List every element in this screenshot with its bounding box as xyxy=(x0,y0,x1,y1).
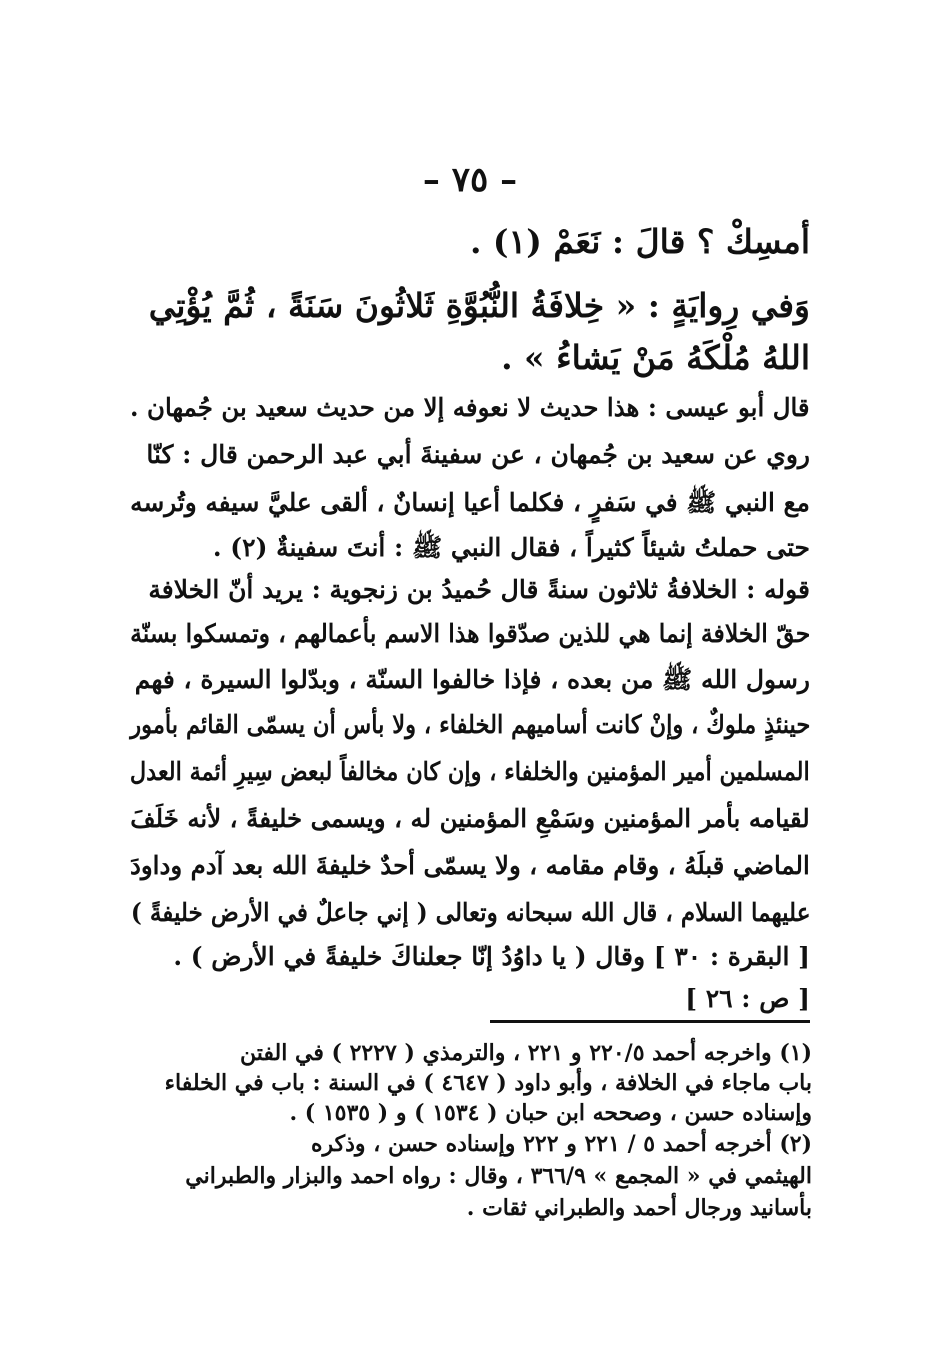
hadith-line: اللهُ مُلْكَهُ مَنْ يَشاءُ » . xyxy=(501,338,810,377)
body-line: [ ص : ٢٦ ] xyxy=(685,984,810,1013)
body-line: عليهما السلام ، قال الله سبحانه وتعالى ( إني جاعلٌ في الأرض خليفةً ) xyxy=(130,898,810,927)
body-line: حقّ الخلافة إنما هي للذين صدّقوا هذا الاسم بأعمالهم ، وتمسكوا بسنّة xyxy=(129,619,810,648)
page-number: – ٧٥ – xyxy=(422,160,518,200)
body-line: رسول الله ﷺ من بعده ، فإذا خالفوا السنّة ، وبدّلوا السيرة ، فهم xyxy=(134,665,810,694)
body-line: المسلمين أمير المؤمنين والخلفاء ، وإن كان مخالفاً لبعض سِيرِ أئمة العدل xyxy=(130,757,810,786)
body-line: حتى حملتُ شيئاً كثيراً ، فقال النبي ﷺ : أنتَ سفينةٌ (٢) . xyxy=(212,533,810,562)
footnote-line: وإسناده حسن ، وصححه ابن حبان ( ١٥٣٤ ) و ( ١٥٣٥ ) . xyxy=(289,1100,812,1126)
body-line: روي عن سعيد بن جُمهان ، عن سفينةَ أبي عبد الرحمن قال : كنّا xyxy=(146,440,810,469)
footnote-separator xyxy=(490,1020,810,1023)
footnote-line: باب ماجاء في الخلافة ، وأبو داود ( ٤٦٤٧ ) في السنة : باب في الخلفاء xyxy=(164,1070,812,1096)
body-line: قال أبو عيسى : هذا حديث لا نعوفه إلا من حديث سعيد بن جُمهان . xyxy=(130,393,810,422)
footnote-line: (١) واخرجه أحمد ٢٢٠/٥ و ٢٢١ ، والترمذي ( ٢٢٢٧ ) في الفتن xyxy=(240,1040,812,1066)
body-line: مع النبي ﷺ في سَفرٍ ، فكلما أعيا إنسانٌ ، ألقى عليَّ سيفه وتُرسه xyxy=(130,488,810,517)
hadith-line: أمسِكْ ؟ قالَ : نَعَمْ (١) . xyxy=(469,222,810,261)
hadith-line: وَفي رِوايَةٍ : « خِلافَةُ النُّبُوَّةِ ثَلاثُونَ سَنَةً ، ثُمَّ يُؤْتِي xyxy=(148,286,810,325)
body-line: [ البقرة : ٣٠ ] وقال ( يا داوُدُ إنّا جعلناكَ خليفةً في الأرض ) . xyxy=(173,942,810,971)
body-line: حينئذٍ ملوكٌ ، وإنْ كانت أساميهم الخلفاء ، ولا بأس أن يسمّى القائم بأمور xyxy=(129,710,810,739)
footnote-line: (٢) أخرجه أحمد ٥ / ٢٢١ و ٢٢٢ وإسناده حسن ، وذكره xyxy=(310,1131,812,1157)
body-line: لقيامه بأمر المؤمنين وسَمْعِ المؤمنين له ، ويسمى خليفةً ، لأنه خَلَفَ xyxy=(130,804,810,833)
footnote-line: الهيثمي في « المجمع » ٣٦٦/٩ ، وقال : رواه احمد والبزار والطبراني xyxy=(185,1163,812,1189)
body-line: قوله : الخلافةُ ثلاثون سنةً قال حُميدُ بن زنجوية : يريد أنّ الخلافة xyxy=(148,575,810,604)
body-line: الماضي قبلَهُ ، وقام مقامه ، ولا يسمّى أحدٌ خليفةَ الله بعد آدم وداودَ xyxy=(130,851,810,880)
footnote-line: بأسانيد ورجال أحمد والطبراني ثقات . xyxy=(466,1195,812,1221)
